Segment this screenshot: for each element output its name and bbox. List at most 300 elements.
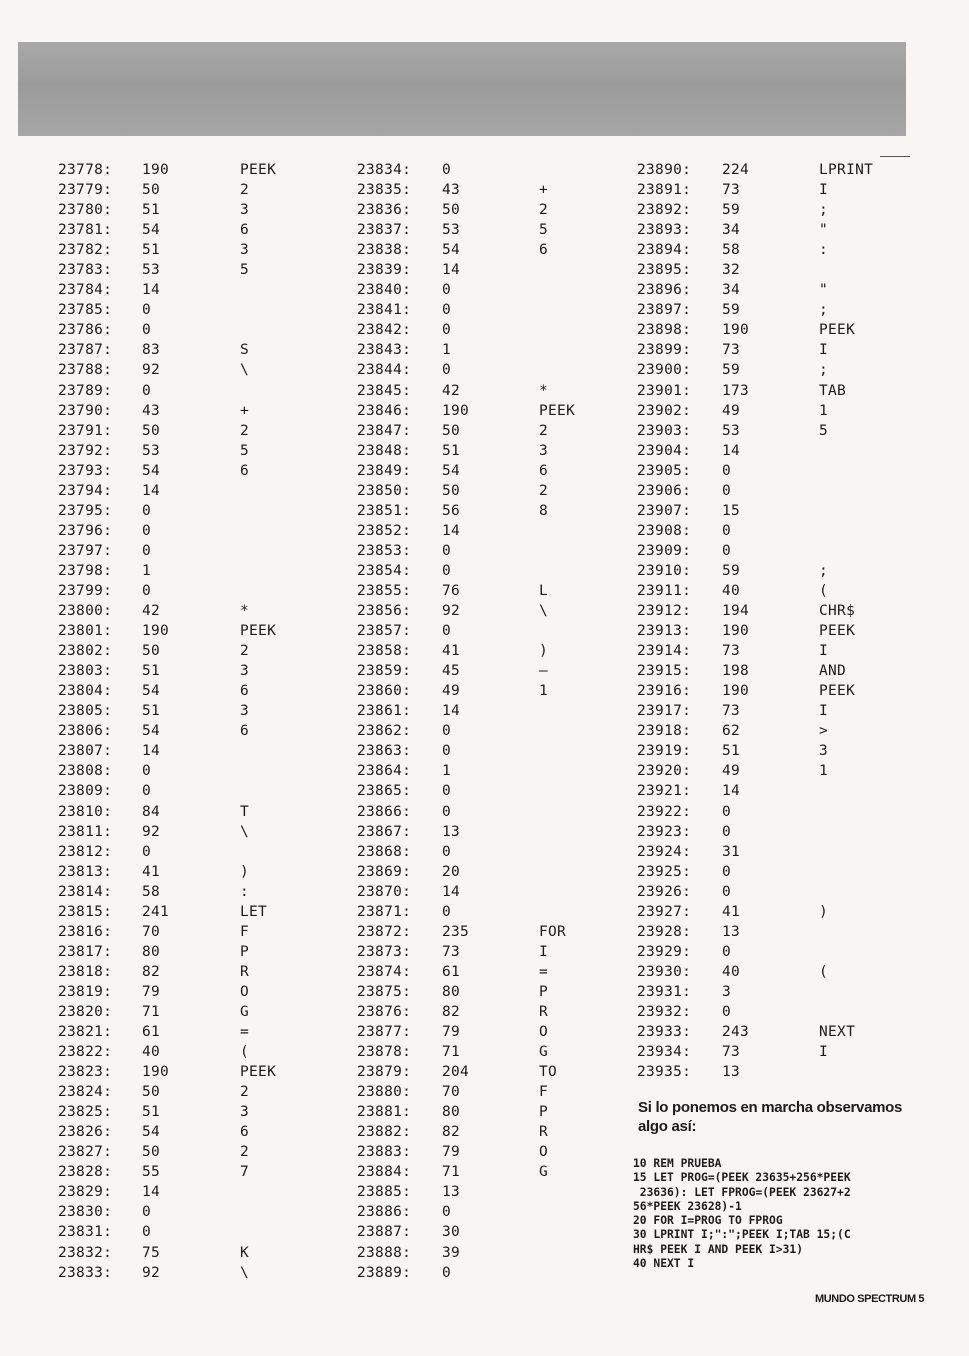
token-char: 1 bbox=[819, 402, 829, 419]
memory-address: 23825: bbox=[58, 1104, 113, 1121]
memory-address: 23824: bbox=[58, 1084, 113, 1101]
byte-value: 14 bbox=[142, 482, 161, 499]
memory-address: 23871: bbox=[357, 903, 412, 920]
byte-value: 1 bbox=[142, 562, 152, 579]
token-char: > bbox=[819, 723, 829, 740]
token-char: " bbox=[819, 222, 829, 239]
memory-address: 23901: bbox=[637, 382, 692, 399]
memory-address: 23934: bbox=[637, 1044, 692, 1061]
token-char: I bbox=[819, 703, 829, 720]
byte-value: 58 bbox=[142, 883, 161, 900]
memory-address: 23893: bbox=[637, 222, 692, 239]
memory-address: 23801: bbox=[58, 623, 113, 640]
byte-value: 0 bbox=[442, 743, 452, 760]
byte-value: 51 bbox=[142, 202, 161, 219]
byte-value: 0 bbox=[722, 542, 732, 559]
token-char: 2 bbox=[240, 422, 250, 439]
byte-value: 0 bbox=[142, 302, 152, 319]
token-char: — bbox=[539, 663, 549, 680]
byte-value: 0 bbox=[722, 522, 732, 539]
memory-address: 23840: bbox=[357, 282, 412, 299]
token-char: * bbox=[539, 382, 549, 399]
memory-address: 23812: bbox=[58, 843, 113, 860]
byte-value: 198 bbox=[722, 663, 750, 680]
memory-address: 23783: bbox=[58, 262, 113, 279]
memory-address: 23891: bbox=[637, 182, 692, 199]
byte-value: 73 bbox=[722, 182, 741, 199]
memory-address: 23869: bbox=[357, 863, 412, 880]
memory-address: 23860: bbox=[357, 683, 412, 700]
token-char: 2 bbox=[240, 1144, 250, 1161]
byte-value: 190 bbox=[722, 322, 750, 339]
memory-address: 23933: bbox=[637, 1024, 692, 1041]
byte-value: 204 bbox=[442, 1064, 470, 1081]
token-char: 5 bbox=[240, 442, 250, 459]
token-char: ; bbox=[819, 202, 829, 219]
memory-address: 23898: bbox=[637, 322, 692, 339]
byte-value: 0 bbox=[142, 502, 152, 519]
byte-value: 42 bbox=[442, 382, 461, 399]
byte-value: 13 bbox=[442, 1184, 461, 1201]
memory-address: 23788: bbox=[58, 362, 113, 379]
byte-value: 42 bbox=[142, 603, 161, 620]
byte-value: 14 bbox=[142, 282, 161, 299]
token-char: I bbox=[819, 182, 829, 199]
byte-value: 0 bbox=[722, 823, 732, 840]
token-char: O bbox=[539, 1024, 549, 1041]
memory-address: 23912: bbox=[637, 603, 692, 620]
memory-address: 23889: bbox=[357, 1264, 412, 1281]
byte-value: 190 bbox=[142, 1064, 170, 1081]
memory-address: 23816: bbox=[58, 923, 113, 940]
byte-value: 0 bbox=[142, 322, 152, 339]
token-char: 6 bbox=[240, 462, 250, 479]
token-char: ; bbox=[819, 302, 829, 319]
token-char: = bbox=[240, 1024, 250, 1041]
token-char: \ bbox=[539, 603, 549, 620]
token-char: ( bbox=[240, 1044, 250, 1061]
header-photo-banner bbox=[18, 42, 906, 136]
byte-value: 51 bbox=[142, 663, 161, 680]
byte-value: 45 bbox=[442, 663, 461, 680]
memory-address: 23839: bbox=[357, 262, 412, 279]
memory-address: 23828: bbox=[58, 1164, 113, 1181]
byte-value: 190 bbox=[142, 623, 170, 640]
token-char: 2 bbox=[539, 482, 549, 499]
memory-address: 23890: bbox=[637, 162, 692, 178]
memory-address: 23858: bbox=[357, 643, 412, 660]
memory-address: 23924: bbox=[637, 843, 692, 860]
memory-address: 23849: bbox=[357, 462, 412, 479]
memory-address: 23821: bbox=[58, 1024, 113, 1041]
token-char: R bbox=[240, 963, 250, 980]
memory-address: 23835: bbox=[357, 182, 412, 199]
byte-value: 58 bbox=[722, 242, 741, 259]
memory-address: 23786: bbox=[58, 322, 113, 339]
token-char: 6 bbox=[240, 222, 250, 239]
token-char: + bbox=[240, 402, 250, 419]
memory-address: 23887: bbox=[357, 1224, 412, 1241]
byte-value: 0 bbox=[442, 623, 452, 640]
memory-address: 23780: bbox=[58, 202, 113, 219]
byte-value: 84 bbox=[142, 803, 161, 820]
memory-address: 23802: bbox=[58, 643, 113, 660]
byte-value: 14 bbox=[142, 1184, 161, 1201]
memory-address: 23870: bbox=[357, 883, 412, 900]
memory-address: 23833: bbox=[58, 1264, 113, 1281]
token-char: G bbox=[539, 1044, 549, 1061]
memory-address: 23819: bbox=[58, 983, 113, 1000]
token-char: ) bbox=[819, 903, 829, 920]
memory-address: 23895: bbox=[637, 262, 692, 279]
token-char: 2 bbox=[240, 182, 250, 199]
memory-address: 23905: bbox=[637, 462, 692, 479]
memory-address: 23791: bbox=[58, 422, 113, 439]
memory-address: 23894: bbox=[637, 242, 692, 259]
byte-value: 80 bbox=[442, 1104, 461, 1121]
token-char: CHR$ bbox=[819, 603, 856, 620]
token-char: 1 bbox=[819, 763, 829, 780]
memory-address: 23908: bbox=[637, 522, 692, 539]
byte-value: 13 bbox=[722, 923, 741, 940]
memory-address: 23851: bbox=[357, 502, 412, 519]
token-char: PEEK bbox=[240, 1064, 277, 1081]
memory-address: 23883: bbox=[357, 1144, 412, 1161]
byte-value: 190 bbox=[722, 683, 750, 700]
memory-address: 23915: bbox=[637, 663, 692, 680]
memory-address: 23823: bbox=[58, 1064, 113, 1081]
byte-value: 49 bbox=[722, 402, 741, 419]
memory-address: 23837: bbox=[357, 222, 412, 239]
memory-address: 23868: bbox=[357, 843, 412, 860]
byte-value: 53 bbox=[142, 442, 161, 459]
byte-value: 0 bbox=[442, 803, 452, 820]
memory-address: 23874: bbox=[357, 963, 412, 980]
token-char: 3 bbox=[240, 663, 250, 680]
byte-value: 50 bbox=[142, 182, 161, 199]
token-char: I bbox=[819, 1044, 829, 1061]
memory-address: 23834: bbox=[357, 162, 412, 178]
byte-value: 0 bbox=[142, 542, 152, 559]
byte-value: 32 bbox=[722, 262, 741, 279]
byte-value: 73 bbox=[722, 703, 741, 720]
token-char: LPRINT bbox=[819, 162, 874, 178]
memory-address: 23831: bbox=[58, 1224, 113, 1241]
byte-value: 0 bbox=[442, 903, 452, 920]
token-char: = bbox=[539, 963, 549, 980]
token-char: ; bbox=[819, 362, 829, 379]
memory-address: 23928: bbox=[637, 923, 692, 940]
memory-address: 23808: bbox=[58, 763, 113, 780]
memory-address: 23930: bbox=[637, 963, 692, 980]
byte-value: 59 bbox=[722, 362, 741, 379]
token-char: PEEK bbox=[819, 683, 856, 700]
memory-address: 23794: bbox=[58, 482, 113, 499]
token-char: P bbox=[539, 1104, 549, 1121]
memory-address: 23917: bbox=[637, 703, 692, 720]
memory-address: 23920: bbox=[637, 763, 692, 780]
token-char: PEEK bbox=[240, 623, 277, 640]
token-char: 5 bbox=[819, 422, 829, 439]
memory-address: 23804: bbox=[58, 683, 113, 700]
byte-value: 3 bbox=[722, 983, 732, 1000]
byte-value: 0 bbox=[442, 723, 452, 740]
byte-value: 50 bbox=[142, 422, 161, 439]
byte-value: 0 bbox=[722, 883, 732, 900]
memory-address: 23818: bbox=[58, 963, 113, 980]
token-char: ) bbox=[539, 643, 549, 660]
memory-address: 23795: bbox=[58, 502, 113, 519]
token-char: 2 bbox=[539, 202, 549, 219]
byte-value: 0 bbox=[442, 282, 452, 299]
byte-value: 13 bbox=[722, 1064, 741, 1081]
byte-value: 71 bbox=[442, 1164, 461, 1181]
token-char: 6 bbox=[539, 242, 549, 259]
token-char: \ bbox=[240, 1264, 250, 1281]
token-char: O bbox=[240, 983, 250, 1000]
memory-address: 23910: bbox=[637, 562, 692, 579]
byte-value: 224 bbox=[722, 162, 750, 178]
byte-value: 14 bbox=[722, 783, 741, 800]
memory-address: 23781: bbox=[58, 222, 113, 239]
byte-value: 82 bbox=[142, 963, 161, 980]
memory-address: 23885: bbox=[357, 1184, 412, 1201]
memory-address: 23873: bbox=[357, 943, 412, 960]
memory-address: 23904: bbox=[637, 442, 692, 459]
byte-value: 0 bbox=[142, 763, 152, 780]
byte-value: 51 bbox=[442, 442, 461, 459]
byte-value: 0 bbox=[142, 522, 152, 539]
memory-address: 23922: bbox=[637, 803, 692, 820]
byte-value: 41 bbox=[142, 863, 161, 880]
byte-value: 0 bbox=[722, 482, 732, 499]
memory-address: 23852: bbox=[357, 522, 412, 539]
byte-value: 61 bbox=[442, 963, 461, 980]
memory-address: 23813: bbox=[58, 863, 113, 880]
token-char: 6 bbox=[240, 683, 250, 700]
memory-address: 23800: bbox=[58, 603, 113, 620]
memory-address: 23844: bbox=[357, 362, 412, 379]
memory-address: 23787: bbox=[58, 342, 113, 359]
byte-value: 0 bbox=[722, 1003, 732, 1020]
memory-address: 23927: bbox=[637, 903, 692, 920]
byte-value: 70 bbox=[442, 1084, 461, 1101]
token-char: 1 bbox=[539, 683, 549, 700]
byte-value: 79 bbox=[442, 1144, 461, 1161]
byte-value: 51 bbox=[142, 242, 161, 259]
memory-address: 23793: bbox=[58, 462, 113, 479]
token-char: I bbox=[819, 342, 829, 359]
token-char: : bbox=[240, 883, 250, 900]
memory-address: 23829: bbox=[58, 1184, 113, 1201]
byte-value: 0 bbox=[142, 1204, 152, 1221]
memory-address: 23827: bbox=[58, 1144, 113, 1161]
byte-value: 0 bbox=[442, 783, 452, 800]
byte-value: 61 bbox=[142, 1024, 161, 1041]
memory-address: 23796: bbox=[58, 522, 113, 539]
token-char: \ bbox=[240, 823, 250, 840]
byte-value: 0 bbox=[142, 1224, 152, 1241]
byte-value: 54 bbox=[142, 1124, 161, 1141]
memory-address: 23877: bbox=[357, 1024, 412, 1041]
byte-value: 40 bbox=[722, 963, 741, 980]
basic-listing: 10 REM PRUEBA 15 LET PROG=(PEEK 23635+256*PEEK 23636): LET FPROG=(PEEK 23627+2 56*PEEK 23628)-1 20 FOR I=PROG TO FPROG 30 LPRINT I;":";PEEK I;TAB 15;(C HR$ PEEK I AND PEEK I>31) 40 NEXT I bbox=[633, 1157, 851, 1271]
byte-value: 0 bbox=[442, 162, 452, 178]
memory-address: 23899: bbox=[637, 342, 692, 359]
memory-address: 23859: bbox=[357, 663, 412, 680]
byte-value: 190 bbox=[722, 623, 750, 640]
memory-address: 23810: bbox=[58, 803, 113, 820]
byte-value: 0 bbox=[442, 362, 452, 379]
memory-address: 23867: bbox=[357, 823, 412, 840]
byte-value: 82 bbox=[442, 1003, 461, 1020]
memory-address: 23798: bbox=[58, 562, 113, 579]
memory-address: 23785: bbox=[58, 302, 113, 319]
memory-address: 23856: bbox=[357, 603, 412, 620]
token-char: ( bbox=[819, 963, 829, 980]
byte-value: 59 bbox=[722, 562, 741, 579]
token-char: 6 bbox=[240, 1124, 250, 1141]
byte-value: 70 bbox=[142, 923, 161, 940]
memory-address: 23817: bbox=[58, 943, 113, 960]
byte-value: 0 bbox=[142, 382, 152, 399]
byte-value: 75 bbox=[142, 1244, 161, 1261]
token-char: AND bbox=[819, 663, 847, 680]
memory-address: 23853: bbox=[357, 542, 412, 559]
byte-value: 241 bbox=[142, 903, 170, 920]
memory-address: 23857: bbox=[357, 623, 412, 640]
token-char: T bbox=[240, 803, 250, 820]
byte-value: 54 bbox=[142, 462, 161, 479]
memory-address: 23792: bbox=[58, 442, 113, 459]
byte-value: 53 bbox=[722, 422, 741, 439]
byte-value: 50 bbox=[142, 1144, 161, 1161]
token-char: P bbox=[240, 943, 250, 960]
token-char: PEEK bbox=[240, 162, 277, 178]
byte-value: 62 bbox=[722, 723, 741, 740]
memory-address: 23815: bbox=[58, 903, 113, 920]
byte-value: 13 bbox=[442, 823, 461, 840]
memory-address: 23906: bbox=[637, 482, 692, 499]
memory-address: 23884: bbox=[357, 1164, 412, 1181]
token-char: TO bbox=[539, 1064, 558, 1081]
token-char: 5 bbox=[240, 262, 250, 279]
memory-address: 23888: bbox=[357, 1244, 412, 1261]
byte-value: 49 bbox=[442, 683, 461, 700]
memory-address: 23886: bbox=[357, 1204, 412, 1221]
byte-value: 40 bbox=[722, 582, 741, 599]
memory-address: 23830: bbox=[58, 1204, 113, 1221]
token-char: FOR bbox=[539, 923, 567, 940]
token-char: ; bbox=[819, 562, 829, 579]
token-char: 2 bbox=[539, 422, 549, 439]
token-char: O bbox=[539, 1144, 549, 1161]
memory-address: 23803: bbox=[58, 663, 113, 680]
memory-address: 23902: bbox=[637, 402, 692, 419]
divider-line bbox=[880, 156, 910, 157]
memory-address: 23903: bbox=[637, 422, 692, 439]
token-char: 3 bbox=[240, 202, 250, 219]
byte-value: 71 bbox=[442, 1044, 461, 1061]
memory-address: 23846: bbox=[357, 402, 412, 419]
token-char: \ bbox=[240, 362, 250, 379]
byte-value: 0 bbox=[142, 582, 152, 599]
token-char: L bbox=[539, 582, 549, 599]
memory-address: 23865: bbox=[357, 783, 412, 800]
token-char: PEEK bbox=[819, 322, 856, 339]
token-char: I bbox=[819, 643, 829, 660]
memory-address: 23842: bbox=[357, 322, 412, 339]
byte-value: 50 bbox=[442, 202, 461, 219]
byte-value: 0 bbox=[442, 542, 452, 559]
byte-value: 49 bbox=[722, 763, 741, 780]
byte-value: 51 bbox=[142, 1104, 161, 1121]
byte-value: 83 bbox=[142, 342, 161, 359]
memory-address: 23876: bbox=[357, 1003, 412, 1020]
memory-address: 23879: bbox=[357, 1064, 412, 1081]
memory-address: 23882: bbox=[357, 1124, 412, 1141]
byte-value: 92 bbox=[142, 1264, 161, 1281]
token-char: ) bbox=[240, 863, 250, 880]
memory-address: 23923: bbox=[637, 823, 692, 840]
article-note: Si lo ponemos en marcha observamos algo así: bbox=[638, 1099, 903, 1135]
byte-value: 190 bbox=[142, 162, 170, 178]
byte-value: 0 bbox=[442, 562, 452, 579]
token-char: K bbox=[240, 1244, 250, 1261]
byte-value: 0 bbox=[722, 803, 732, 820]
byte-value: 0 bbox=[142, 783, 152, 800]
token-char: * bbox=[240, 603, 250, 620]
token-char: + bbox=[539, 182, 549, 199]
byte-value: 41 bbox=[442, 643, 461, 660]
memory-address: 23848: bbox=[357, 442, 412, 459]
token-char: F bbox=[240, 923, 250, 940]
memory-address: 23789: bbox=[58, 382, 113, 399]
byte-value: 50 bbox=[442, 482, 461, 499]
memory-address: 23909: bbox=[637, 542, 692, 559]
memory-address: 23797: bbox=[58, 542, 113, 559]
token-char: TAB bbox=[819, 382, 847, 399]
byte-value: 50 bbox=[442, 422, 461, 439]
token-char: 3 bbox=[819, 743, 829, 760]
memory-address: 23807: bbox=[58, 743, 113, 760]
byte-value: 31 bbox=[722, 843, 741, 860]
byte-value: 73 bbox=[722, 1044, 741, 1061]
memory-address: 23880: bbox=[357, 1084, 412, 1101]
memory-address: 23850: bbox=[357, 482, 412, 499]
byte-value: 71 bbox=[142, 1003, 161, 1020]
byte-value: 79 bbox=[142, 983, 161, 1000]
token-char: 3 bbox=[240, 1104, 250, 1121]
token-char: ( bbox=[819, 582, 829, 599]
byte-value: 54 bbox=[442, 462, 461, 479]
byte-value: 51 bbox=[142, 703, 161, 720]
byte-value: 0 bbox=[442, 302, 452, 319]
byte-value: 14 bbox=[442, 262, 461, 279]
byte-value: 14 bbox=[442, 883, 461, 900]
token-char: 7 bbox=[240, 1164, 250, 1181]
byte-value: 20 bbox=[442, 863, 461, 880]
memory-address: 23826: bbox=[58, 1124, 113, 1141]
memory-address: 23778: bbox=[58, 162, 113, 178]
token-char: 8 bbox=[539, 502, 549, 519]
memory-address: 23935: bbox=[637, 1064, 692, 1081]
token-char: 3 bbox=[240, 242, 250, 259]
memory-address: 23841: bbox=[357, 302, 412, 319]
byte-value: 243 bbox=[722, 1024, 750, 1041]
memory-address: 23918: bbox=[637, 723, 692, 740]
byte-value: 92 bbox=[442, 603, 461, 620]
